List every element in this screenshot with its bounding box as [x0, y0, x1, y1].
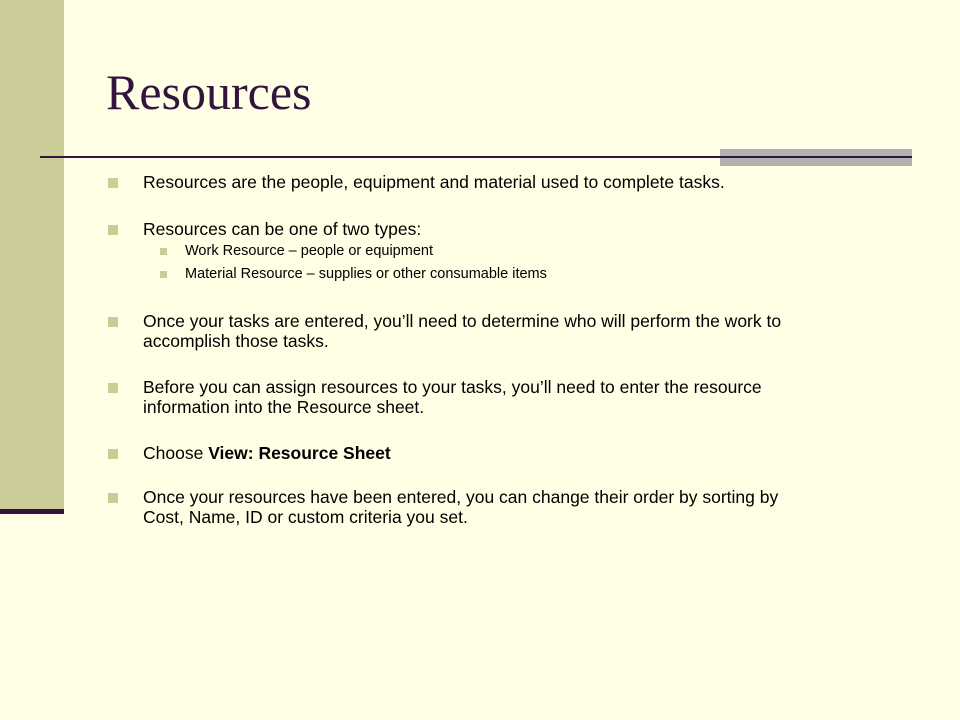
bullet-marker-icon — [108, 493, 118, 503]
bullet-marker-icon — [108, 317, 118, 327]
bullet-text: Resources are the people, equipment and material used to complete tasks. — [143, 172, 725, 192]
bullet-text: Once your tasks are entered, you’ll need to determine who will perform the work to — [143, 311, 782, 331]
sub-bullet-text: Material Resource – supplies or other consumable items — [185, 266, 547, 282]
menu-path-text: View: Resource Sheet — [208, 443, 391, 463]
sub-bullet-marker-icon — [160, 248, 167, 255]
bullet-marker-icon — [108, 383, 118, 393]
bullet-text — [143, 443, 391, 463]
bullet-marker-icon — [108, 449, 118, 459]
bullet-text: Resources can be one of two types: — [143, 219, 422, 239]
bullet-text-continuation: Cost, Name, ID or custom criteria you set. — [143, 507, 468, 527]
bullet-text-continuation: information into the Resource sheet. — [143, 397, 425, 417]
bullet-text-prefix: Choose — [143, 443, 209, 463]
bullet-marker-icon — [108, 225, 118, 235]
bullet-marker-icon — [108, 178, 118, 188]
bullet-text: Before you can assign resources to your tasks, you’ll need to enter the resource — [143, 377, 762, 397]
sub-bullet-text: Work Resource – people or equipment — [185, 243, 433, 259]
slide-title: Resources — [106, 64, 312, 120]
bullet-text-continuation: accomplish those tasks. — [143, 331, 329, 351]
sub-bullet-marker-icon — [160, 271, 167, 278]
bullet-text: Once your resources have been entered, you can change their order by sorting by — [143, 487, 779, 507]
